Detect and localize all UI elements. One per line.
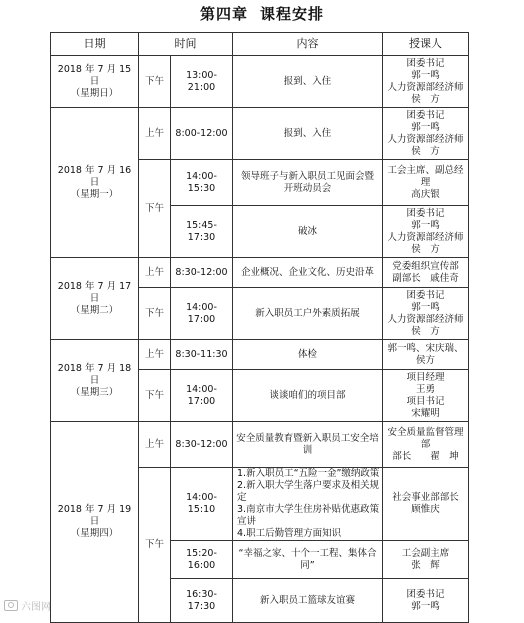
date-cell: 2018 年 7 月 18 日 （星期三） (51, 340, 139, 422)
table-row (51, 340, 469, 370)
watermark-text: 六图网 (21, 602, 51, 613)
period-cell: 上午 (139, 340, 171, 370)
time-cell: 14:00-15:30 (171, 160, 233, 206)
content-cell: 领导班子与新入职员工见面会暨 开班动员会 (233, 160, 383, 206)
header-row (51, 33, 469, 56)
period-cell: 下午 (139, 160, 171, 258)
period-cell: 下午 (139, 468, 171, 623)
time-cell: 14:00-15:10 (171, 468, 233, 541)
header-date: 日期 (51, 33, 139, 56)
instructor-cell: 工会副主席 张 辉 (383, 541, 469, 579)
instructor-cell: 团委书记 郭一鸣 人力资源部经济师 侯 方 (383, 206, 469, 258)
date-cell: 2018 年 7 月 16 日 （星期一） (51, 108, 139, 258)
date-cell: 2018 年 7 月 17 日 （星期二） (51, 258, 139, 340)
page-title (0, 2, 524, 26)
chapter-label: 第四章 (199, 5, 248, 23)
period-cell: 上午 (139, 108, 171, 160)
time-cell: 14:00-17:00 (171, 370, 233, 422)
period-cell: 上午 (139, 258, 171, 288)
content-cell: 安全质量教育暨新入职员工安全培训 (233, 422, 383, 468)
watermark (4, 598, 51, 613)
content-cell: “幸福之家、十个一工程、集体合同” (233, 541, 383, 579)
table-row (51, 422, 469, 468)
content-cell: 报到、入住 (233, 108, 383, 160)
instructor-cell: 郭一鸣、宋庆瑞、侯方 (383, 340, 469, 370)
content-cell: 破冰 (233, 206, 383, 258)
instructor-cell: 工会主席、副总经理 高庆银 (383, 160, 469, 206)
chapter-name: 课程安排 (260, 5, 325, 23)
time-cell: 8:30-12:00 (171, 258, 233, 288)
time-cell: 15:20-16:00 (171, 541, 233, 579)
period-cell: 下午 (139, 370, 171, 422)
content-cell: 新入职员工户外素质拓展 (233, 288, 383, 340)
camera-icon (4, 600, 18, 611)
header-instructor: 授课人 (383, 33, 469, 56)
time-cell: 13:00-21:00 (171, 56, 233, 108)
time-cell: 8:30-11:30 (171, 340, 233, 370)
instructor-cell: 社会事业部部长 顾惟庆 (383, 468, 469, 541)
content-cell: 报到、入住 (233, 56, 383, 108)
date-cell: 2018 年 7 月 15 日 （星期日） (51, 56, 139, 108)
content-cell: 谈谈咱们的项目部 (233, 370, 383, 422)
period-cell: 下午 (139, 288, 171, 340)
time-cell: 16:30-17:30 (171, 579, 233, 623)
content-cell: 企业概况、企业文化、历史沿革 (233, 258, 383, 288)
content-cell: 体检 (233, 340, 383, 370)
period-cell: 上午 (139, 422, 171, 468)
table-row (51, 56, 469, 108)
time-cell: 8:30-12:00 (171, 422, 233, 468)
instructor-cell: 团委书记 郭一鸣 人力资源部经济师 侯 方 (383, 288, 469, 340)
table-row (51, 258, 469, 288)
table-row (51, 108, 469, 160)
instructor-cell: 团委书记 郭一鸣 (383, 579, 469, 623)
time-cell: 8:00-12:00 (171, 108, 233, 160)
instructor-cell: 团委书记 郭一鸣 人力资源部经济师 侯 方 (383, 56, 469, 108)
content-cell: 新入职员工篮球友谊赛 (233, 579, 383, 623)
time-cell: 14:00-17:00 (171, 288, 233, 340)
content-cell: 1.新入职员工“五险一金”缴纳政策 2.新入职大学生落户要求及相关规定 3.南京市大学生住房补贴优惠政策宣讲 4.职工后勤管理方面知识 (233, 468, 383, 541)
period-cell: 下午 (139, 56, 171, 108)
instructor-cell: 安全质量监督管理部 部长 翟 坤 (383, 422, 469, 468)
date-cell: 2018 年 7 月 19 日 （星期四） (51, 422, 139, 623)
header-content: 内容 (233, 33, 383, 56)
instructor-cell: 团委书记 郭一鸣 人力资源部经济师 侯 方 (383, 108, 469, 160)
time-cell: 15:45-17:30 (171, 206, 233, 258)
header-time: 时间 (139, 33, 233, 56)
schedule-table (50, 32, 469, 623)
instructor-cell: 党委组织宣传部 副部长 戚佳奇 (383, 258, 469, 288)
instructor-cell: 项目经理 王勇 项目书记 宋耀明 (383, 370, 469, 422)
